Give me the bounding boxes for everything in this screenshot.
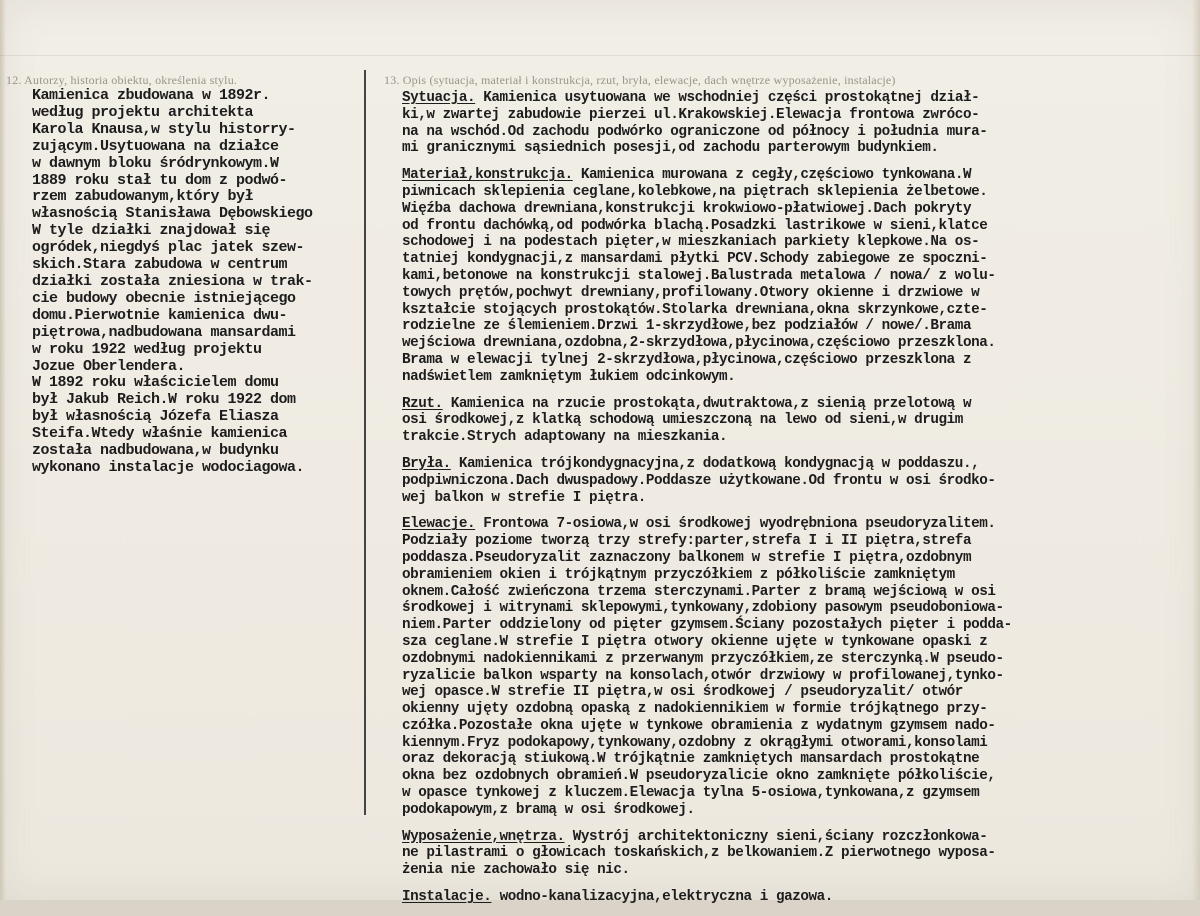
description-section <box>402 167 1162 385</box>
description-text-line: kami,betonowe na konstrukcji stalowej.Balustrada metalowa / nowa/ z wolu- <box>402 267 996 284</box>
description-text-line: oknem.Całość zwieńczona trzema sterczynami.Parter z bramą wejściową w osi <box>402 583 996 600</box>
section-heading: Wyposażenie,wnętrza. <box>402 828 565 845</box>
section-text: Kamienica usytuowana we wschodniej części prostokątnej dział- <box>475 90 980 106</box>
description-text-line: okienny ujęty ozdobną opaską z nadokiennikiem w formie trójkątnego przy- <box>402 701 988 718</box>
history-text-line: piętrowa,nadbudowana mansardami <box>32 323 296 341</box>
description-text-line: osi środkowej,z klatką schodową umieszczoną na lewo od sieni,w drugim <box>402 412 963 429</box>
description-text-line: trakcie.Strych adaptowany na mieszkania. <box>402 429 728 446</box>
history-text-line: Kamienica zbudowana w 1892r. <box>32 87 271 104</box>
description-section <box>402 516 1162 818</box>
page-edge-left <box>0 0 6 900</box>
section-heading: Sytuacja. <box>402 90 476 106</box>
description-text-line: ki,w zwartej zabudowie pierzei ul.Krakowskiej.Elewacja frontowa zwróco- <box>402 106 980 123</box>
history-text-line: własnością Stanisława Dębowskiego <box>32 205 313 223</box>
section-text: Kamienica na rzucie prostokąta,dwutraktowa,z sienią przelotową w <box>442 395 972 412</box>
section-heading: Elewacje. <box>402 516 476 533</box>
description-text-line: kształcie stojących prostokątów.Stolarka drewniana,okna skrzynkowe,czte- <box>402 301 988 318</box>
description-text-line: wej opasce.W strefie II piętra,w osi środkowej / pseudoryzalit/ otwór <box>402 684 963 701</box>
description-text-line: oraz dekoracją stiukową.W trójkątnie zamkniętych mansardach prostokątne <box>402 751 980 768</box>
description-text-line: podokapowym,z bramą w osi środkowej. <box>402 801 695 818</box>
description-text-line <box>402 456 1162 473</box>
description-text-line <box>402 516 1162 533</box>
history-text-line: wykonano instalacje wodociagowa. <box>32 458 305 476</box>
description-text-line: środkowej i witrynami sklepowymi,tynkowany,zdobiony pasowym pseudoboniowa- <box>402 600 1004 617</box>
description-text-line: na na wschód.Od zachodu podwórko ograniczone od północy i południa mura- <box>402 123 988 140</box>
section-text: wodno-kanalizacyjna,elektryczna i gazowa. <box>491 889 833 906</box>
page-edge-right <box>1192 0 1200 900</box>
field-12-label: 12. Autorzy, historia obiektu, określenia stylu. <box>6 73 238 87</box>
history-text-line: był Jakub Reich.W roku 1922 dom <box>32 391 296 409</box>
field-13-label: 13. Opis (sytuacja, materiał i konstrukcja, rzut, bryła, elewacje, dach wnętrze wyposażenie, instalacje) <box>384 73 896 87</box>
history-text-line: została nadbudowana,w budynku <box>32 442 279 460</box>
description-text-line: czółka.Pozostałe okna ujęte w tynkowe obramienia z wydatnym gzymsem nado- <box>402 717 996 734</box>
description-text-line: ne pilastrami o głowicach toskańskich,z belkowaniem.Z pierwotnego wyposa- <box>402 845 996 862</box>
description-text-line: poddasza.Pseudoryzalit zaznaczony balkonem w strefie I piętra,ozdobnym <box>402 549 972 566</box>
history-text-line: 1889 roku stał tu dom z podwó- <box>32 171 288 189</box>
description-text-line <box>402 90 1162 107</box>
description-text-line: rodzielne ze ślemieniem.Drzwi 1-skrzydłowe,bez podziałów / nowe/.Brama <box>402 318 972 335</box>
description-text-line: nadświetlem zamkniętym łukiem odcinkowym. <box>402 368 736 385</box>
description-text-line: sza ceglane.W strefie I piętra otwory okienne ujęte w tynkowane opaski z <box>402 633 988 650</box>
description-text-line: żenia nie zachowało się nic. <box>402 862 630 879</box>
section-text: Kamienica trójkondygnacyjna,z dodatkową kondygnacją w poddaszu., <box>450 455 980 472</box>
history-text-line: rzem zabudowanym,który był <box>32 188 254 206</box>
section-text: Kamienica murowana z cegły,częściowo tynkowana.W <box>572 167 972 184</box>
description-text-line: ryzalicie balkon wsparty na konsolach,otwór drzwiowy w profilowanej,tynko- <box>402 667 1004 684</box>
section-heading: Instalacje. <box>402 889 492 906</box>
description-text-line: niem.Parter oddzielony od pięter gzymsem.Ściany pozostałych pięter i podda- <box>402 617 1012 634</box>
section-heading: Materiał,konstrukcja. <box>402 167 573 184</box>
description-section <box>402 90 1162 157</box>
description-text-line: kiennym.Fryz podokapowy,tynkowany,ozdobny z okrągłymi otworami,konsolami <box>402 734 988 751</box>
description-text-line: ozdobnymi nadokiennikami z przerwanym przyczółkiem,ze sterczynką.W pseudo- <box>402 650 1004 667</box>
section-text: Frontowa 7-osiowa,w osi środkowej wyodrębniona pseudoryzalitem. <box>475 516 996 533</box>
description-section <box>402 396 1162 446</box>
description-text-line: mi granicznymi sąsiednich posesji,od zachodu parterowym budynkiem. <box>402 140 939 157</box>
history-text-line: działki została zniesiona w trak- <box>32 272 313 290</box>
description-text-line: Podziały poziome tworzą trzy strefy:parter,strefa I i II piętra,strefa <box>402 533 972 550</box>
column-divider <box>364 70 366 815</box>
description-text-line: Więźba dachowa drewniana,konstrukcji krokwiowo-płatwiowej.Dach pokryty <box>402 200 972 217</box>
history-text-line: W 1892 roku właścicielem domu <box>32 374 279 392</box>
history-text-line: Karola Knausa,w stylu historry- <box>32 120 296 138</box>
description-text-line: Brama w elewacji tylnej 2-skrzydłowa,płycinowa,częściowo przeszklona z <box>402 351 972 368</box>
history-text-line: w roku 1922 według projektu <box>32 340 262 358</box>
history-text-line: cie budowy obecnie istniejącego <box>32 289 296 307</box>
history-text-block <box>32 88 360 477</box>
history-text-line: W tyle działki znajdował się <box>32 222 271 240</box>
history-text-line: domu.Pierwotnie kamienica dwu- <box>32 306 288 324</box>
description-section <box>402 456 1162 506</box>
history-text-line: według projektu architekta <box>32 103 254 121</box>
history-text-line: w dawnym bloku śródrynkowym.W <box>32 154 279 172</box>
history-text-line: zującym.Usytuowana na działce <box>32 137 279 155</box>
description-text-block <box>402 90 1162 916</box>
history-text-line: był własnością Józefa Eliasza <box>32 408 279 426</box>
history-text-line: skich.Stara zabudowa w centrum <box>32 256 288 274</box>
description-text-line: wejściowa drewniana,ozdobna,2-skrzydłowa,płycinowa,częściowo przeszklona. <box>402 335 996 352</box>
description-text-line <box>402 889 1162 906</box>
description-text-line: towych prętów,pochwyt drewniany,profilowany.Otwory okienne i drzwiowe w <box>402 284 980 301</box>
description-text-line: wej balkon w strefie I piętra. <box>402 489 646 506</box>
description-text-line: od frontu dachówką,od podwórka blachą.Posadzki lastrikowe w sieni,klatce <box>402 217 988 234</box>
history-text-line: Jozue Oberlendera. <box>32 357 186 375</box>
section-text: Wystrój architektoniczny sieni,ściany rozczłonkowa- <box>564 828 988 845</box>
section-heading: Rzut. <box>402 395 443 412</box>
description-text-line: tatniej kondygnacji,z mansardami płytki PCV.Schody zabiegowe ze spoczni- <box>402 251 988 268</box>
description-text-line: schodowej i na podestach pięter,w mieszkaniach parkiety klepkowe.Na os- <box>402 234 980 251</box>
description-text-line <box>402 167 1162 184</box>
history-text-line: Steifa.Wtedy właśnie kamienica <box>32 425 288 443</box>
history-text-line: ogródek,niegdyś plac jatek szew- <box>32 239 305 257</box>
description-text-line: piwnicach sklepienia ceglane,kolebkowe,na piętrach sklepienia żelbetowe. <box>402 183 988 200</box>
description-text-line: w opasce tynkowej z kluczem.Elewacja tylna 5-osiowa,tynkowana,z gzymsem <box>402 785 980 802</box>
description-text-line <box>402 396 1162 413</box>
description-text-line: okna bez ozdobnych obramień.W pseudoryzalicie okno zamknięte półkoliście, <box>402 768 996 785</box>
description-section <box>402 829 1162 879</box>
description-text-line <box>402 829 1162 846</box>
description-section <box>402 889 1162 906</box>
paper-fold-line <box>0 55 1200 56</box>
description-text-line: podpiwniczona.Dach dwuspadowy.Poddasze użytkowane.Od frontu w osi środko- <box>402 472 996 489</box>
section-heading: Bryła. <box>402 455 451 472</box>
description-text-line: obramieniem okien i trójkątnym przyczółkiem z półkoliście zamkniętym <box>402 566 955 583</box>
